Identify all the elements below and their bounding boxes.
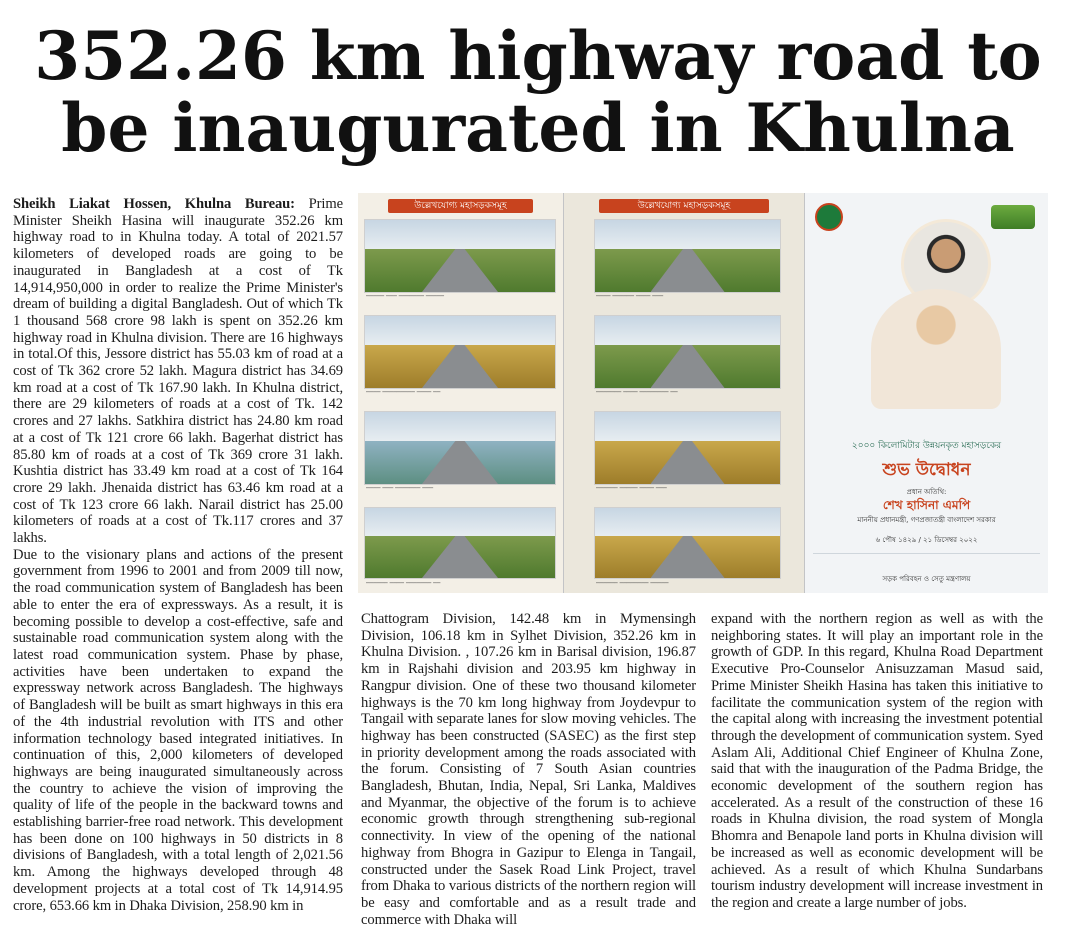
headline: 352.26 km highway road to be inaugurated in Khulna	[34, 17, 1042, 167]
photo-caption: ──── ─── ─────── ───	[366, 485, 434, 492]
paragraph-1-text: Prime Minister Sheikh Hasina will inaugurate 352.26 km highway road to in Khulna today. A total of 2021.57 kilometers of developed roads are going to be inaugurated in Bangladesh at a cost of Tk 14,914,950,000 in order to realize the Prime Minister's dream of building a digital Bangladesh. Out of which Tk 1 thousand 568 crore 98 lakh is spent on 352.26 km highway road in Khulna division. There are 16 highways in total.Of this, Jessore district has 55.03 km of road at a cost of Tk 362 crore 52 lakh. Magura district has 34.69 km road at a cost of Tk 167.90 lakh. In Khulna district, there are 29 kilometers of roads at a cost of Tk. 142 crores and 27 lakhs. Satkhira district has 24.80 km road at a cost of Tk 121 crore 66 lakh. Bagerhat district has 85.80 km of roads at a cost of Tk 369 crore 31 lakh. Kushtia district has 33.49 km road at a cost of Tk 164 crore 29 lakh. Jhenaida district has 63.46 km road at a cost of Tk 123 crore 66 lakh. Narail district has 25.00 kilometers of roads at a cost of Tk.117 crores and 37 lakhs.	[13, 196, 343, 547]
prime-minister-photo	[871, 289, 1001, 409]
cover-title: শুভ উদ্বোধন	[882, 460, 971, 480]
brochure-panel-left	[358, 193, 563, 593]
highway-photo	[594, 315, 781, 389]
article-column-2	[361, 611, 696, 928]
article-column-1	[13, 196, 343, 914]
photo-caption: ────── ───── ──── ───	[596, 485, 667, 492]
paragraph-2: Due to the visionary plans and actions of the present government from 1996 to 2001 and from 2009 till now, the road communication system of Bangladesh has been able to enter the era of expressways. As a result, it is becoming possible to develop a cost-effective, safe and sustainable road communication system along with the latest road communication system. Phase by phase, activities have been undertaken to expand the expressway network across Bangladesh. The highways of Bangladesh will be built as smart highways in this era of the 4th industrial revolution with ITS and other information technology based integrated initiatives. In continuation of this, 2,000 kilometers of developed highways are being inaugurated simultaneously across the country to achieve the vision of improving the quality of life of the people in the backward towns and establishing barrier-free road network. This development has been done on 100 highways in 50 districts in 8 divisions of Bangladesh, with a total length of 2,021.56 km. Among the highways developed through 48 development projects at a total cost of Tk 14,914.95 crore, 653.66 km in Dhaka Division, 258.90 km in	[13, 546, 343, 914]
photo-caption: ────── ──────── ─────	[596, 580, 669, 587]
byline: Sheikh Liakat Hossen, Khulna Bureau:	[13, 196, 295, 212]
photo-caption: ──── ────── ──── ───	[596, 293, 664, 300]
highway-photo	[594, 507, 781, 579]
event-emblem	[991, 205, 1035, 229]
chief-guest-role: মাননীয় প্রধানমন্ত্রী, গণপ্রজাতন্ত্রী বাংলাদেশ সরকার	[857, 516, 996, 524]
paragraph-1	[13, 196, 343, 547]
paragraph-4: expand with the northern region as well as with the neighboring states. It will play an important role in the growth of GDP. In this regard, Khulna Road Department Executive Pro-Counselor Anisuzzaman Masud said, Prime Minister Sheikh Hasina has taken this initiative to facilitate the communication system of the region with the capital along with increasing the investment potential through the development of communication system. Syed Aslam Ali, Additional Chief Engineer of Khulna Zone, said that with the inauguration of the Padma Bridge, the economic development of the southern region has accelerated. As a result of the construction of these 16 roads in Khulna division, the road system of Mongla Bhomra and Benapole land ports in Khulna division will be increased as well as economic development will be achieved. As a result of which Khulna Sundarbans tourism industry development will increase investment in the region and create a large number of jobs.	[711, 611, 1043, 911]
brochure-panel-middle	[564, 193, 804, 593]
chief-guest-name: শেখ হাসিনা এমপি	[882, 498, 971, 512]
paragraph-3: Chattogram Division, 142.48 km in Mymensingh Division, 106.18 km in Sylhet Division, 352.26 km in Khulna Division. , 107.26 km in Barisal division, 196.87 km in Rajshahi division and 203.95 km highway in Rangpur division. One of these two thousand kilometer highways is the 70 km long highway from Joydevpur to Tangail with separate lanes for slow moving vehicles. The highway has been constructed (SASEC) as the first step in priority development among the roads associated with the forum. Consisting of 7 South Asian countries Bangladesh, Bhutan, India, Nepal, Sri Lanka, Maldives and Myanmar, the objective of the forum is to achieve economic growth through strengthening sub-regional connectivity. In view of the opening of the national highway from Bhogra in Gazipur to Elenga in Tangail, constructed under the Sasek Road Link Project, travel from Dhaka to various districts of the northern region will be easy and comfortable and as a result trade and commerce with Dhaka will	[361, 611, 696, 928]
highway-photo	[364, 507, 556, 579]
highway-photo	[594, 219, 781, 293]
chief-guest-label: প্রধান অতিথি:	[906, 488, 947, 496]
government-logo	[815, 203, 843, 231]
photo-caption: ───── ─── ─────── ─────	[366, 293, 444, 300]
cover-subtitle: ২০০০ কিলোমিটার উন্নয়নকৃত মহাসড়কের	[851, 441, 1002, 451]
article-column-3	[711, 611, 1043, 912]
photo-caption: ──── ───────── ──── ──	[366, 389, 441, 396]
highway-photo	[594, 411, 781, 485]
brochure-photo	[358, 193, 1048, 593]
photo-caption: ────── ──── ─────── ──	[366, 580, 441, 587]
event-date: ৬ পৌষ ১৪২৯ / ২১ ডিসেম্বর ২০২২	[875, 536, 978, 544]
highway-photo	[364, 411, 556, 485]
highway-photo	[364, 315, 556, 389]
section-banner: উল্লেখযোগ্য মহাসড়কসমূহ	[599, 199, 769, 213]
brochure-cover	[805, 193, 1048, 593]
ministry-name: সড়ক পরিবহন ও সেতু মন্ত্রণালয়	[882, 575, 971, 583]
highway-photo	[364, 219, 556, 293]
section-banner: উল্লেখযোগ্য মহাসড়কসমূহ	[388, 199, 533, 213]
photo-caption: ─────── ──── ──────── ──	[596, 389, 678, 396]
